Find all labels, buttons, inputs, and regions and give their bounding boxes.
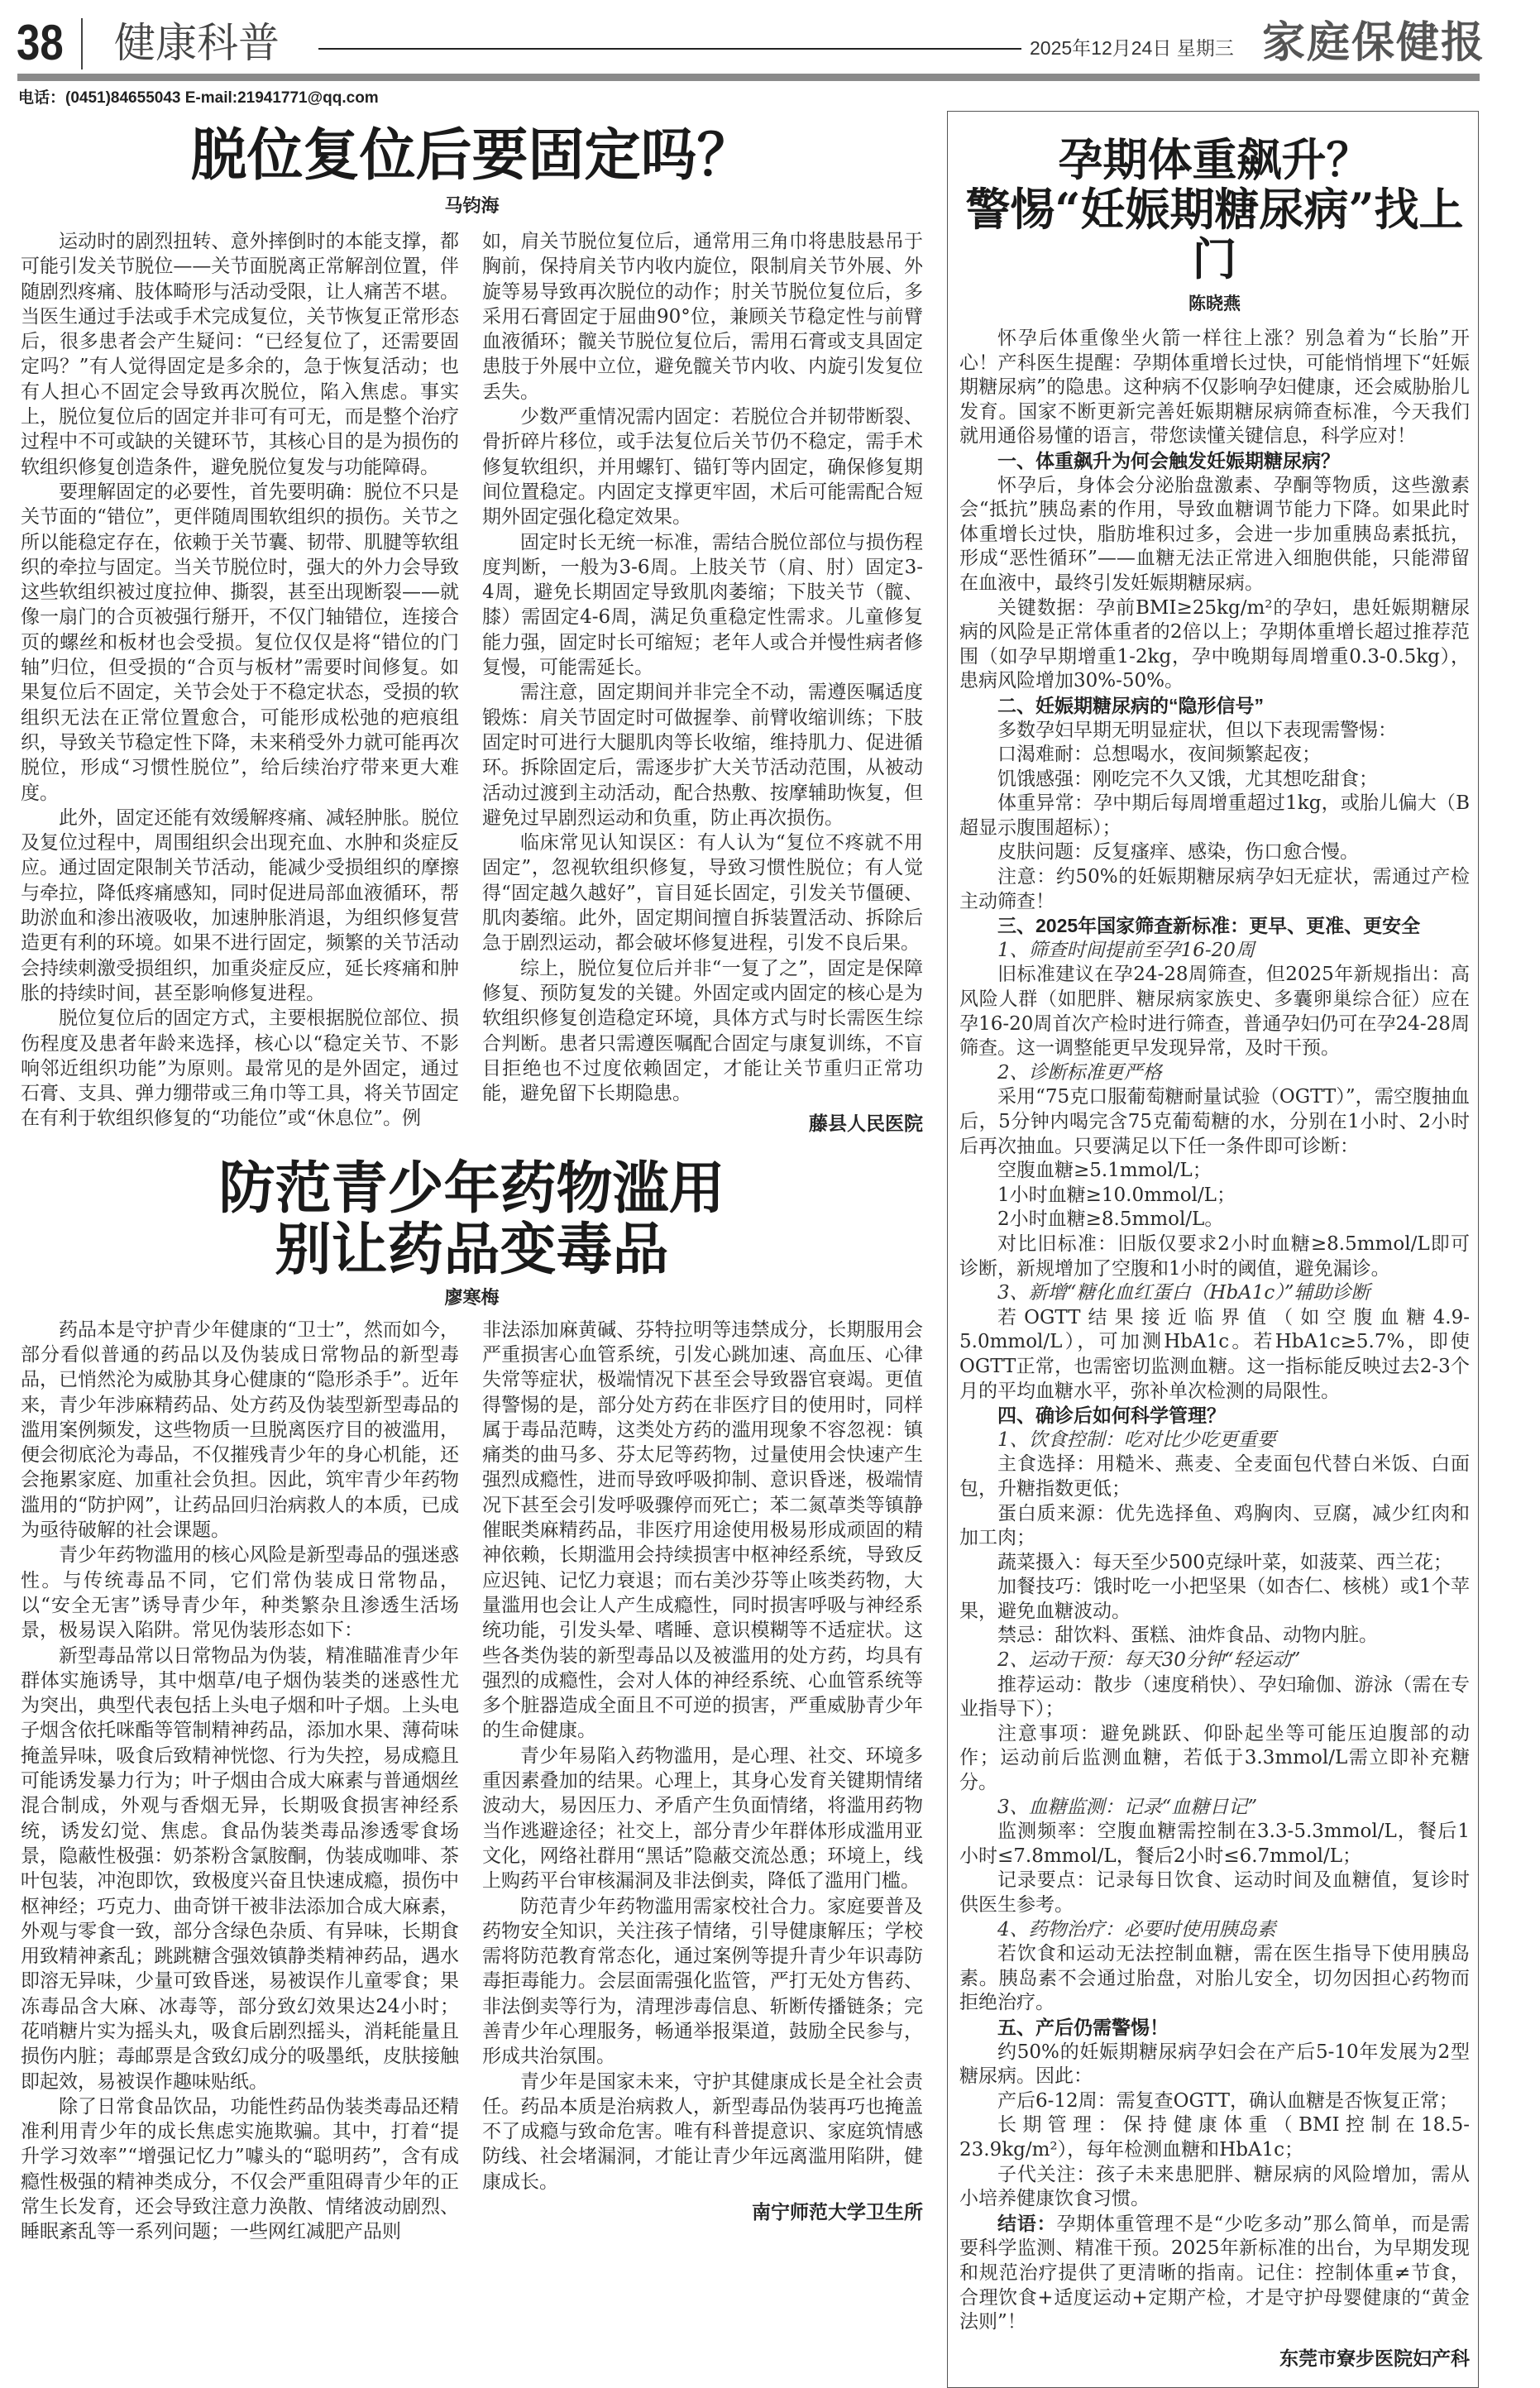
paragraph: 对比旧标准：旧版仅要求2小时血糖≥8.5mmol/L即可诊断，新规增加了空腹和1小时的阈值，避免漏诊。 xyxy=(959,1232,1470,1280)
paragraph: 监测频率：空腹血糖需控制在3.3-5.3mmol/L，餐后1小时≤7.8mmol/L，餐后2小时≤6.7mmol/L； xyxy=(959,1821,1470,1867)
contact-info: 电话：(0451)84655043 E-mail:21941771@qq.com xyxy=(18,89,379,107)
conclusion-label: 结语： xyxy=(997,2212,1057,2234)
newspaper-name: 家庭保健报 xyxy=(1262,17,1486,68)
paragraph: 加餐技巧：饿时吃一小把坚果（如杏仁、核桃）或1个苹果，避免血糖波动。 xyxy=(959,1576,1470,1622)
paragraph: 药品本是守护青少年健康的“卫士”，然而如今，部分看似普通的药品以及伪装成日常物品的新型毒品，已悄然沦为威胁其身心健康的“隐形杀手”。近年来，青少年涉麻精药品、处方药及伪装型新型毒品的滥用案例频发，这些物质一旦脱离医疗目的被滥用，便会彻底沦为毒品，不仅摧残青少年的身心机能，还会拖累家庭、加重社会负担。因此，筑牢青少年药物滥用的“防护网”，让药品回归治病救人的本质，已成为亟待破解的社会课题。 xyxy=(21,1318,459,1542)
subsection-heading: 1、饮食控制：吃对比少吃更重要 xyxy=(997,1428,1276,1451)
article3-title-line2: 警惕“妊娠期糖尿病”找上门 xyxy=(965,183,1464,285)
paragraph: 多数孕妇早期无明显症状，但以下表现需警惕： xyxy=(997,719,1397,741)
article3-author: 陈晓燕 xyxy=(1188,294,1241,313)
article3-box xyxy=(947,111,1479,2388)
paragraph-continued: 非法添加麻黄碱、芬特拉明等违禁成分，长期服用会严重损害心血管系统，引发心跳加速、高血压、心律失常等症状，极端情况下甚至会导致器官衰竭。更值得警惕的是，部分处方药在非医疗目的使用时，同样属于毒品范畴，这类处方药的滥用现象不容忽视：镇痛类的曲马多、芬太尼等药物，过量使用会快速产生强烈成瘾性，进而导致呼吸抑制、意识昏迷，极端情况下甚至会引发呼吸骤停而死亡；苯二氮䓬类等镇静催眠类麻精药品，非医疗用途使用极易形成顽固的精神依赖，长期滥用会持续损害中枢神经系统，导致反应迟钝、记忆力衰退；而右美沙芬等止咳类药物，大量滥用也会让人产生成瘾性，同时损害呼吸与神经系统功能，引发头晕、嗜睡、意识模糊等不适症状。这些各类伪装的新型毒品以及被滥用的处方药，均具有强烈的成瘾性，会对人体的神经系统、心血管系统等多个脏器造成全面且不可逆的损害，严重威胁青少年的生命健康。 xyxy=(482,1318,923,1742)
section-heading: 五、产后仍需警惕！ xyxy=(997,2016,1169,2038)
paragraph: 饥饿感强：刚吃完不久又饿，尤其想吃甜食； xyxy=(997,768,1378,790)
paragraph: 临床常见认知误区：有人认为“复位不疼就不用固定”，忽视软组织修复，导致习惯性脱位；有人觉得“固定越久越好”，盲目延长固定，引发关节僵硬、肌肉萎缩。此外，固定期间擅自拆装置活动、拆除后急于剧烈运动，都会破坏修复进程，引发不良后果。 xyxy=(482,832,923,955)
article2-author: 廖寒梅 xyxy=(444,1286,500,1308)
article1-column-1 xyxy=(21,229,459,1132)
subsection-heading: 4、药物治疗：必要时使用胰岛素 xyxy=(997,1918,1276,1941)
paragraph: 固定时长无统一标准，需结合脱位部位与损伤程度判断，一般为3-6周。上肢关节（肩、肘）固定3-4周，避免长期固定导致肌肉萎缩；下肢关节（髋、膝）需固定4-6周，满足负重稳定性需求。儿童修复能力强，固定时长可缩短；老年人或合并慢性病者修复慢，可能需延长。 xyxy=(482,531,923,679)
article3-source: 东莞市寮步医院妇产科 xyxy=(1279,2347,1470,2369)
paragraph: 长期管理：保持健康体重（BMI控制在18.5-23.9kg/m²），每年检测血糖和HbA1c； xyxy=(959,2114,1470,2161)
paragraph: 推荐运动：散步（速度稍快）、孕妇瑜伽、游泳（需在专业指导下）； xyxy=(959,1673,1470,1720)
paragraph: 防范青少年药物滥用需家校社合力。家庭要普及药物安全知识，关注孩子情绪，引导健康解压；学校需将防范教育常态化，通过案例等提升青少年识毒防毒拒毒能力。会层面需强化监管，严打无处方售药、非法倒卖等行为，清理涉毒信息、斩断传播链条；完善青少年心理服务，畅通举报渠道，鼓励全民参与，形成共治氛围。 xyxy=(482,1895,923,2068)
article1-column-2 xyxy=(482,229,923,1137)
paragraph: 2小时血糖≥8.5mmol/L。 xyxy=(997,1208,1224,1231)
paragraph: 子代关注：孩子未来患肥胖、糖尿病的风险增加，需从小培养健康饮食习惯。 xyxy=(959,2163,1470,2210)
subsection-heading: 2、诊断标准更严格 xyxy=(997,1061,1162,1084)
subsection-heading: 1、筛查时间提前至孕16-20周 xyxy=(997,939,1255,961)
paragraph-continued: 如，肩关节脱位复位后，通常用三角巾将患肢悬吊于胸前，保持肩关节内收内旋位，限制肩关节外展、外旋等易导致再次脱位的动作；肘关节脱位复位后，多采用石膏固定于屈曲90°位，兼顾关节稳定性与前臂血液循环；髋关节脱位复位后，需用石膏或支具固定患肢于外展中立位，避免髋关节内收、内旋引发复位丢失。 xyxy=(482,231,923,403)
subsection-heading: 3、新增“糖化血红蛋白（HbA1c）”辅助诊断 xyxy=(997,1282,1370,1304)
issue-date: 2025年12月24日 星期三 xyxy=(1030,37,1234,59)
paragraph: 除了日常食品饮品，功能性药品伪装类毒品还精准利用青少年的成长焦虑实施欺骗。其中，打着“提升学习效率”“增强记忆力”噱头的“聪明药”，含有成瘾性极强的精神类成分，不仅会严重阻碍青少年的正常生长发育，还会导致注意力涣散、情绪波动剧烈、睡眠紊乱等一系列问题；一些网红减肥产品则 xyxy=(21,2095,459,2243)
paragraph: 少数严重情况需内固定：若脱位合并韧带断裂、骨折碎片移位，或手法复位后关节仍不稳定，需手术修复软组织，并用螺钉、锚钉等内固定，确保修复期间位置稳定。内固定支撑更牢固，术后可能需配合短期外固定强化稳定效果。 xyxy=(482,406,923,529)
paragraph: 新型毒品常以日常物品为伪装，精准瞄准青少年群体实施诱导，其中烟草/电子烟伪装类的迷惑性尤为突出，典型代表包括上头电子烟和叶子烟。上头电子烟含依托咪酯等管制精神药品，添加水果、薄荷味掩盖异味，吸食后致精神恍惚、行为失控，易成瘾且可能诱发暴力行为；叶子烟由合成大麻素与普通烟丝混合制成，外观与香烟无异，长期吸食损害神经系统，诱发幻觉、焦虑。食品伪装类毒品渗透零食场景，隐蔽性极强：奶茶粉含氯胺酮，伪装成咖啡、茶叶包装，冲泡即饮，致极度兴奋且快速成瘾，损伤中枢神经；巧克力、曲奇饼干被非法添加合成大麻素，外观与零食一致，部分含绿色杂质、有异味，长期食用致精神紊乱；跳跳糖含强效镇静类精神药品，遇水即溶无异味，少量可致昏迷，易被误作儿童零食；果冻毒品含大麻、冰毒等，部分致幻效果达24小时；花哨糖片实为摇头丸，吸食后剧烈摇头，消耗能量且损伤内脏；毒邮票是含致幻成分的吸墨纸，皮肤接触即起效，易被误作趣味贴纸。 xyxy=(21,1644,459,2093)
paragraph: 脱位复位后的固定方式，主要根据脱位部位、损伤程度及患者年龄来选择，核心以“稳定关节、不影响邻近组织功能”为原则。最常见的是外固定，通过石膏、支具、弹力绷带或三角巾等工具，将关节固定在有利于软组织修复的“功能位”或“休息位”。例 xyxy=(21,1007,459,1130)
header-bar xyxy=(17,74,1480,81)
paragraph: 此外，固定还能有效缓解疼痛、减轻肿胀。脱位及复位过程中，周围组织会出现充血、水肿和炎症反应。通过固定限制关节活动，能减少受损组织的摩擦与牵拉，降低疼痛感知，同时促进局部血液循环，帮助淤血和渗出液吸收，加速肿胀消退，为组织修复营造更有利的环境。如果不进行固定，频繁的关节活动会持续刺激受损组织，加重炎症反应，延长疼痛和肿胀的持续时间，甚至影响修复进程。 xyxy=(21,806,459,1004)
article2-column-1 xyxy=(21,1318,459,2245)
article2-title-line1: 防范青少年药物滥用 xyxy=(218,1155,725,1222)
article2-title xyxy=(21,1155,923,1283)
paragraph: 采用“75克口服葡萄糖耐量试验（OGTT）”，需空腹抽血后，5分钟内喝完含75克葡萄糖的水，分别在1小时、2小时后再次抽血。只要满足以下任一条件即可诊断： xyxy=(959,1086,1470,1157)
left-articles xyxy=(21,124,923,2245)
paragraph: 蔬菜摄入：每天至少500克绿叶菜，如菠菜、西兰花； xyxy=(997,1551,1452,1573)
article3-title xyxy=(959,135,1470,284)
paragraph: 主食选择：用糙米、燕麦、全麦面包代替白米饭、白面包，升糖指数更低； xyxy=(959,1453,1470,1500)
section-heading: 二、妊娠期糖尿病的“隐形信号” xyxy=(997,694,1264,716)
section-heading: 四、确诊后如何科学管理？ xyxy=(997,1405,1226,1427)
paragraph: 需注意，固定期间并非完全不动，需遵医嘱适度锻炼：肩关节固定时可做握拳、前臂收缩训练；下肢固定时可进行大腿肌肉等长收缩，维持肌力、促进循环。拆除固定后，需逐步扩大关节活动范围，从被动活动过渡到主动活动，配合热敷、按摩辅助恢复，但避免过早剧烈运动和负重，防止再次损伤。 xyxy=(482,682,923,829)
article2 xyxy=(21,1155,923,2245)
section-name: 健康科普 xyxy=(114,19,280,67)
paragraph: 关键数据：孕前BMI≥25kg/m²的孕妇，患妊娠期糖尿病的风险是正常体重者的2倍以上；孕期体重增长超过推荐范围（如孕早期增重1-2kg，孕中晚期每周增重0.3-0.5kg），患病风险增加30%-50%。 xyxy=(959,596,1470,692)
article2-column-2 xyxy=(482,1318,923,2225)
paragraph: 蛋白质来源：优先选择鱼、鸡胸肉、豆腐，减少红肉和加工肉； xyxy=(959,1502,1470,1549)
article1-title: 脱位复位后要固定吗？ xyxy=(190,122,753,189)
paragraph: 产后6-12周：需复查OGTT，确认血糖是否恢复正常； xyxy=(997,2089,1459,2112)
paragraph: 综上，脱位复位后并非“一复了之”，固定是保障修复、预防复发的关键。外固定或内固定的核心是为软组织修复创造稳定环境，具体方式与时长需医生综合判断。患者只需遵医嘱配合固定与康复训练，不盲目拒绝也不过度依赖固定，才能让关节重归正常功能，避免留下长期隐患。 xyxy=(482,957,923,1105)
paragraph: 青少年是国家未来，守护其健康成长是全社会责任。药品本质是治病救人，新型毒品伪装再巧也掩盖不了成瘾与致命危害。唯有科普提意识、家庭筑情感防线、社会堵漏洞，才能让青少年远离滥用陷阱，健康成长。 xyxy=(482,2070,923,2193)
paragraph: 注意：约50%的妊娠期糖尿病孕妇无症状，需通过产检主动筛查！ xyxy=(959,866,1470,912)
paragraph: 要理解固定的必要性，首先要明确：脱位不只是关节面的“错位”，更伴随周围软组织的损伤。关节之所以能稳定存在，依赖于关节囊、韧带、肌腱等软组织的牵拉与固定。当关节脱位时，强大的外力会导致这些软组织被过度拉伸、撕裂，甚至出现断裂——就像一扇门的合页被强行掰开，不仅门轴错位，连接合页的螺丝和板材也会受损。复位仅仅是将“错位的门轴”归位，但受损的“合页与板材”需要时间修复。如果复位后不固定，关节会处于不稳定状态，受损的软组织无法在正常位置愈合，可能形成松弛的疤痕组织，导致关节稳定性下降，未来稍受外力就可能再次脱位，形成“习惯性脱位”，给后续治疗带来更大难度。 xyxy=(21,481,459,804)
paragraph: 皮肤问题：反复瘙痒、感染，伤口愈合慢。 xyxy=(997,841,1359,864)
subsection-heading: 2、运动干预：每天30分钟“轻运动” xyxy=(997,1649,1301,1672)
article1 xyxy=(21,124,923,1137)
paragraph: 1小时血糖≥10.0mmol/L； xyxy=(997,1184,1236,1206)
paragraph: 口渴难耐：总想喝水，夜间频繁起夜； xyxy=(997,744,1321,766)
page-number: 38 xyxy=(17,15,64,70)
paragraph: 怀孕后体重像坐火箭一样往上涨？别急着为“长胎”开心！产科医生提醒：孕期体重增长过快，可能悄悄埋下“妊娠期糖尿病”的隐患。这种病不仅影响孕妇健康，还会威胁胎儿发育。国家不断更新完善妊娠期糖尿病筛查标准，今天我们就用通俗易懂的语言，带您读懂关键信息，科学应对！ xyxy=(959,328,1470,447)
paragraph: 禁忌：甜饮料、蛋糕、油炸食品、动物内脏。 xyxy=(997,1625,1378,1647)
article3-body xyxy=(959,327,1470,2371)
subsection-heading: 3、血糖监测：记录“血糖日记” xyxy=(997,1796,1258,1818)
paragraph: 若OGTT结果接近临界值（如空腹血糖4.9-5.0mmol/L），可加测HbA1c。若HbA1c≥5.7%，即使OGTT正常，也需密切监测血糖。这一指标能反映过去2-3个月的平均血糖水平，弥补单次检测的局限性。 xyxy=(959,1306,1470,1402)
paragraph: 记录要点：记录每日饮食、运动时间及血糖值，复诊时供医生参考。 xyxy=(959,1869,1470,1916)
section-heading: 三、2025年国家筛查新标准：更早、更准、更安全 xyxy=(997,915,1421,937)
header-divider xyxy=(81,18,83,69)
article1-source: 藤县人民医院 xyxy=(809,1113,923,1135)
article2-title-line2: 别让药品变毒品 xyxy=(275,1216,669,1283)
conclusion xyxy=(959,2212,1470,2335)
section-heading: 一、体重飙升为何会触发妊娠期糖尿病？ xyxy=(997,449,1340,471)
article2-source: 南宁师范大学卫生所 xyxy=(752,2201,923,2223)
paragraph: 空腹血糖≥5.1mmol/L； xyxy=(997,1160,1212,1182)
conclusion-text: 孕期体重管理不是“少吃多动”那么简单，而是需要科学监测、精准干预。2025年新标准的出台，为早期发现和规范治疗提供了更清晰的指南。记住：控制体重≠节食，合理饮食+适度运动+定期产检，才是守护母婴健康的“黄金法则”！ xyxy=(959,2213,1470,2333)
article3-title-line1: 孕期体重飙升？ xyxy=(1058,133,1371,186)
paragraph: 旧标准建议在孕24-28周筛查，但2025年新规指出：高风险人群（如肥胖、糖尿病家族史、多囊卵巢综合征）应在孕16-20周首次产检时进行筛查，普通孕妇仍可在孕24-28周筛查。这一调整能更早发现异常，及时干预。 xyxy=(959,964,1470,1060)
paragraph: 约50%的妊娠期糖尿病孕妇会在产后5-10年发展为2型糖尿病。因此： xyxy=(959,2041,1470,2088)
paragraph: 体重异常：孕中期后每周增重超过1kg，或胎儿偏大（B超显示腹围超标）； xyxy=(959,792,1470,839)
header-rule xyxy=(318,48,1021,50)
paragraph: 青少年易陷入药物滥用，是心理、社交、环境多重因素叠加的结果。心理上，其身心发育关键期情绪波动大，易因压力、矛盾产生负面情绪，将滥用药物当作逃避途径；社交上，部分青少年群体形成滥用亚文化，网络社群用“黑话”隐蔽交流怂恿；环境上，线上购药平台审核漏洞及非法倒卖，降低了滥用门槛。 xyxy=(482,1744,923,1893)
paragraph: 运动时的剧烈扭转、意外摔倒时的本能支撑，都可能引发关节脱位——关节面脱离正常解剖位置，伴随剧烈疼痛、肢体畸形与活动受限，让人痛苦不堪。当医生通过手法或手术完成复位，关节恢复正常形态后，很多患者会产生疑问：“已经复位了，还需要固定吗？”有人觉得固定是多余的，急于恢复活动；也有人担心不固定会导致再次脱位，陷入焦虑。事实上，脱位复位后的固定并非可有可无，而是整个治疗过程中不可或缺的关键环节，其核心目的是为损伤的软组织修复创造条件，避免脱位复发与功能障碍。 xyxy=(21,231,459,478)
paragraph: 怀孕后，身体会分泌胎盘激素、孕酮等物质，这些激素会“抵抗”胰岛素的作用，导致血糖调节能力下降。如果此时体重增长过快，脂肪堆积过多，会进一步加重胰岛素抵抗，形成“恶性循环”——血糖无法正常进入细胞供能，只能滞留在血液中，最终引发妊娠期糖尿病。 xyxy=(959,474,1470,594)
article1-author: 马钧海 xyxy=(444,195,500,216)
paragraph: 若饮食和运动无法控制血糖，需在医生指导下使用胰岛素。胰岛素不会通过胎盘，对胎儿安全，切勿因担心药物而拒绝治疗。 xyxy=(959,1943,1470,2014)
paragraph: 注意事项：避免跳跃、仰卧起坐等可能压迫腹部的动作；运动前后监测血糖，若低于3.3mmol/L需立即补充糖分。 xyxy=(959,1722,1470,1794)
paragraph: 青少年药物滥用的核心风险是新型毒品的强迷惑性。与传统毒品不同，它们常伪装成日常物品，以“安全无害”诱导青少年，种类繁杂且渗透生活场景，极易误入陷阱。常见伪装形态如下： xyxy=(21,1544,459,1642)
